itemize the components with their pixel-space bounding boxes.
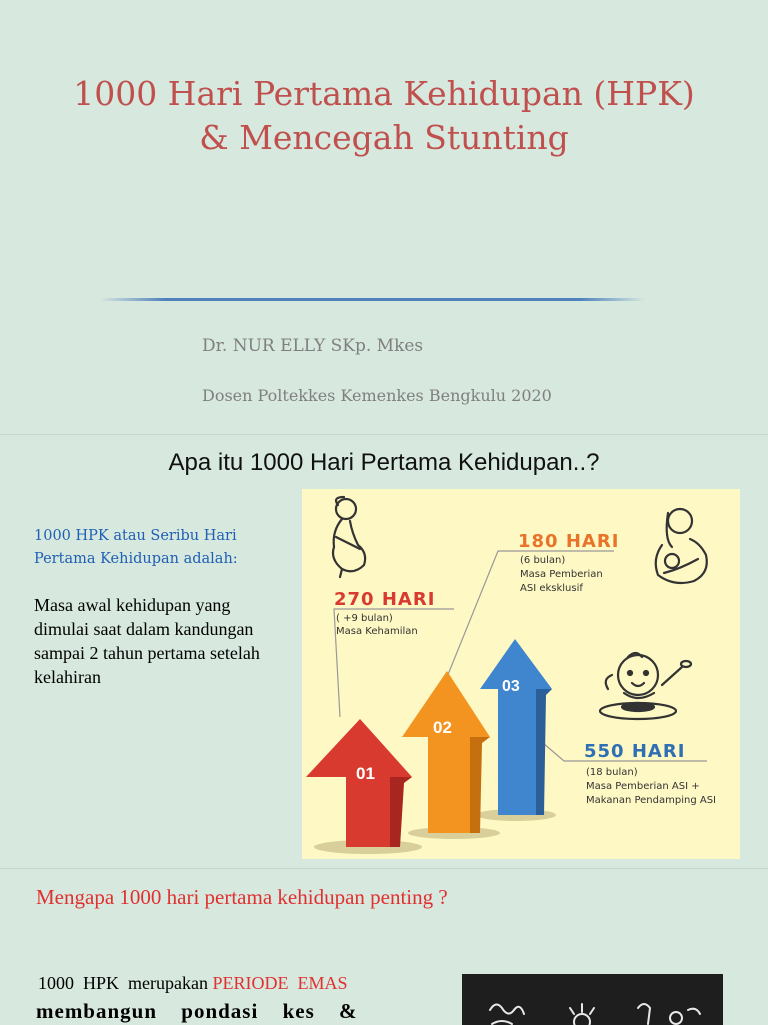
intro-text: 1000 HPK atau Seribu Hari Pertama Kehidupan adalah: (34, 528, 238, 567)
slide-title (0, 72, 768, 160)
stage-2-days: 180 HARI (518, 531, 620, 552)
stage-2-detail: ASI eksklusif (520, 583, 583, 594)
hpk-infographic (302, 489, 740, 859)
stage-3-period: Masa Pemberian ASI + (586, 781, 700, 792)
title-line-1: 1000 Hari Pertama Kehidupan (HPK) (73, 74, 695, 113)
title-divider (100, 298, 645, 301)
infographic-drawing (302, 489, 740, 859)
pregnant-woman-icon (333, 497, 365, 577)
stage-1-number: 01 (356, 764, 375, 783)
golden-period-prefix: 1000 HPK merupakan (38, 973, 213, 993)
description-text: Masa awal kehidupan yang dimulai saat dalam kandungan sampai 2 tahun pertama setelah kelahiran (34, 595, 260, 687)
golden-period-emphasis: PERIODE EMAS (212, 973, 348, 993)
breastfeeding-mother-icon (656, 509, 707, 583)
stage-3-number: 03 (502, 678, 520, 695)
chalkboard-image (462, 974, 723, 1025)
stage-3-duration: (18 bulan) (586, 767, 638, 778)
author-name: Dr. NUR ELLY SKp. Mkes (202, 336, 424, 356)
foundation-text: membangun pondasi kes & (36, 999, 358, 1023)
author-affiliation: Dosen Poltekkes Kemenkes Bengkulu 2020 (202, 386, 552, 405)
stage-3-detail: Makanan Pendamping ASI (586, 795, 716, 806)
title-line-2: & Mencegah Stunting (199, 118, 569, 157)
baby-eating-icon (600, 653, 691, 719)
title-slide (0, 0, 768, 432)
chalk-doodles (462, 974, 723, 1025)
stage-1-days: 270 HARI (334, 589, 436, 610)
golden-period-text (38, 973, 348, 994)
stage-1-duration: ( +9 bulan) (336, 613, 393, 624)
arrow-01-side (390, 777, 412, 847)
slide-title: Apa itu 1000 Hari Pertama Kehidupan..? (168, 449, 600, 476)
arrow-03-side (536, 689, 552, 815)
stage-1-period: Masa Kehamilan (336, 626, 418, 637)
definition-slide (0, 434, 768, 867)
stage-2-period: Masa Pemberian (520, 569, 603, 580)
stage-3-days: 550 HARI (584, 741, 686, 762)
importance-slide (0, 868, 768, 1025)
stage-2-number: 02 (433, 718, 452, 737)
slide-title: Mengapa 1000 hari pertama kehidupan penting ? (36, 885, 448, 909)
stage-2-duration: (6 bulan) (520, 555, 566, 566)
